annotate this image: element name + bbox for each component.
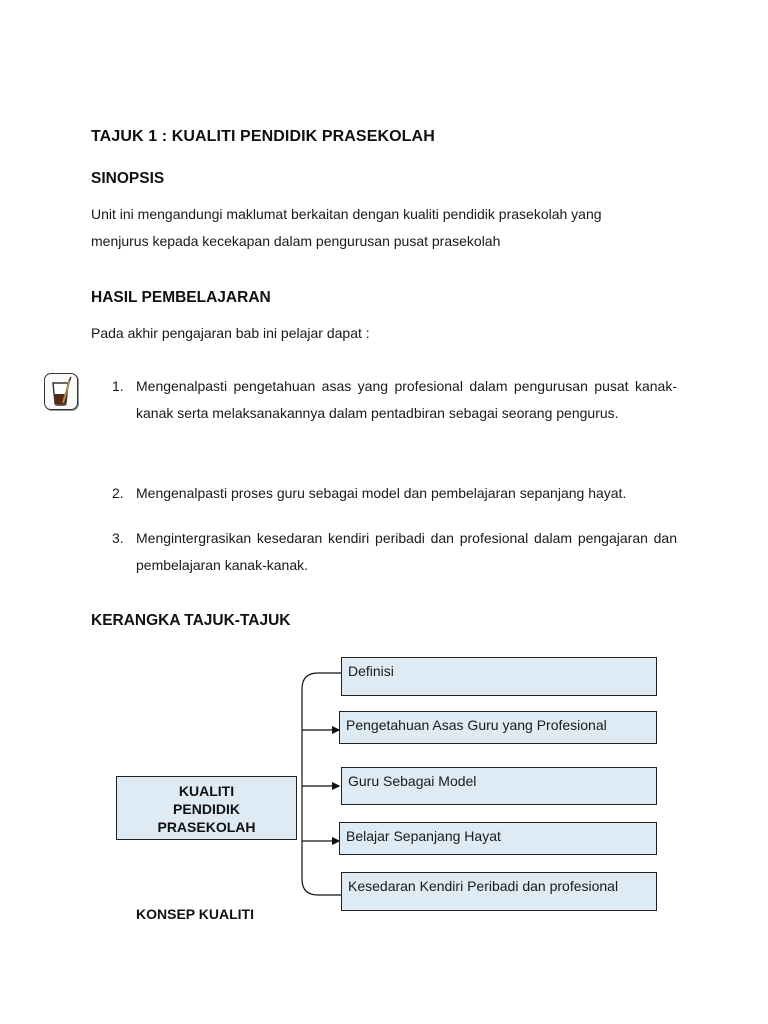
list-text: Mengenalpasti proses guru sebagai model dan pembelajaran sepanjang hayat. xyxy=(136,485,627,501)
diagram-caption: KONSEP KUALITI xyxy=(136,906,254,922)
list-number: 1. xyxy=(112,378,124,394)
subtopic-box-4: Belajar Sepanjang Hayat xyxy=(339,822,657,855)
list-number: 2. xyxy=(112,485,124,501)
hasil-heading: HASIL PEMBELAJARAN xyxy=(91,289,271,306)
sinopsis-line-1: Unit ini mengandungi maklumat berkaitan dengan kualiti pendidik prasekolah yang xyxy=(91,206,602,222)
main-topic-line-1: KUALITI xyxy=(178,783,235,799)
main-topic-line-3: PRASEKOLAH xyxy=(157,819,256,835)
kerangka-heading: KERANGKA TAJUK-TAJUK xyxy=(91,612,291,629)
main-topic-line-2: PENDIDIK xyxy=(173,801,240,817)
sinopsis-heading: SINOPSIS xyxy=(91,170,165,187)
subtopic-box-1: Definisi xyxy=(341,657,657,696)
subtopic-box-2: Pengetahuan Asas Guru yang Profesional xyxy=(339,711,657,744)
sinopsis-line-2: menjurus kepada kecekapan dalam pengurusan pusat prasekolah xyxy=(91,233,501,249)
page-title: TAJUK 1 : KUALITI PENDIDIK PRASEKOLAH xyxy=(91,128,435,145)
list-number: 3. xyxy=(112,530,124,546)
subtopic-box-3: Guru Sebagai Model xyxy=(341,767,657,805)
list-text: Mengintergrasikan kesedaran kendiri peribadi dan profesional dalam pengajaran dan pembelajaran kanak-kanak. xyxy=(136,530,677,573)
list-text: Mengenalpasti pengetahuan asas yang profesional dalam pengurusan pusat kanak-kanak serta melaksanakannya dalam pentadbiran sebagai seorang pengurus. xyxy=(136,378,677,421)
hasil-intro: Pada akhir pengajaran bab ini pelajar dapat : xyxy=(91,325,370,341)
subtopic-box-5: Kesedaran Kendiri Peribadi dan profesional xyxy=(341,872,657,911)
main-topic-box xyxy=(116,776,297,840)
